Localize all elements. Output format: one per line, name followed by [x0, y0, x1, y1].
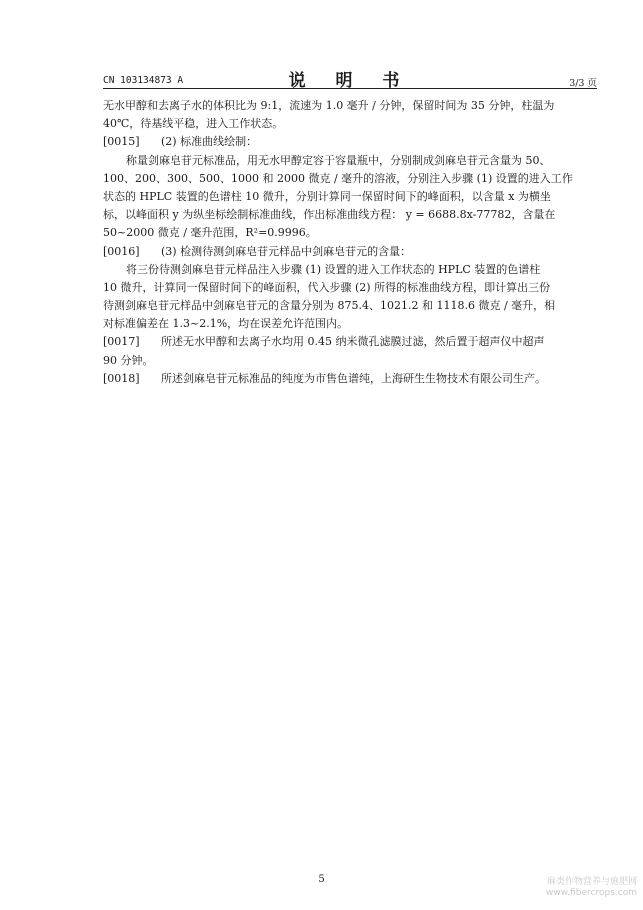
patent-number: CN 103134873 A	[103, 75, 184, 86]
text-line	[103, 279, 597, 297]
page-indicator: 3/3 页	[569, 78, 597, 89]
text-line	[103, 370, 597, 388]
line-text: 50~2000 微克 / 毫升范围，R²=0.9996。	[103, 226, 317, 240]
paragraph-number: [0016]	[103, 244, 140, 258]
line-text: 100、200、300、500、1000 和 2000 微克 / 毫升的溶液，分别注入步骤 (1) 设置的进入工作	[103, 171, 573, 185]
line-text: 将三份待测剑麻皂苷元样品注入步骤 (1) 设置的进入工作状态的 HPLC 装置的色谱柱	[126, 262, 541, 276]
paragraph-number: [0018]	[103, 371, 140, 385]
page-header	[103, 66, 597, 89]
text-line	[103, 297, 597, 315]
text-line	[103, 333, 597, 351]
text-line	[103, 206, 597, 224]
paragraph-number: [0017]	[103, 335, 140, 349]
text-line	[103, 170, 597, 188]
line-text: 所述剑麻皂苷元标准品的纯度为市售色谱纯，上海研生生物技术有限公司生产。	[161, 371, 546, 385]
text-line	[103, 188, 597, 206]
document-title: 说 明 书	[288, 71, 412, 91]
page-number: 5	[318, 874, 325, 885]
text-line	[103, 224, 597, 242]
line-text: 标，以峰面积 y 为纵坐标绘制标准曲线，作出标准曲线方程： y = 6688.8x-77782，含量在	[103, 208, 556, 222]
watermark-url: www.fibercrops.com	[546, 888, 637, 898]
document-body	[103, 97, 597, 388]
text-line	[103, 133, 597, 151]
text-line	[103, 97, 597, 115]
line-text: 40℃，待基线平稳，进入工作状态。	[103, 117, 284, 131]
line-text: 对标准偏差在 1.3~2.1%，均在误差允许范围内。	[103, 317, 349, 331]
line-text: 90 分钟。	[103, 353, 154, 367]
text-line	[103, 352, 597, 370]
site-watermark	[519, 877, 637, 899]
line-text: 10 微升，计算同一保留时间下的峰面积，代入步骤 (2) 所得的标准曲线方程，即计算出三份	[103, 280, 551, 294]
text-line	[103, 243, 597, 261]
line-text: 称量剑麻皂苷元标准品，用无水甲醇定容于容量瓶中，分别制成剑麻皂苷元含量为 50、	[126, 153, 551, 167]
text-line	[103, 152, 597, 170]
watermark-site-name: 麻类作物营养与施肥网	[546, 877, 637, 887]
line-text: 待测剑麻皂苷元样品中剑麻皂苷元的含量分别为 875.4、1021.2 和 1118.6 微克 / 毫升，相	[103, 299, 556, 313]
line-text: (2) 标准曲线绘制：	[161, 135, 258, 149]
text-line	[103, 115, 597, 133]
paragraph-number: [0015]	[103, 135, 140, 149]
line-text: (3) 检测待测剑麻皂苷元样品中剑麻皂苷元的含量：	[161, 244, 412, 258]
line-text: 状态的 HPLC 装置的色谱柱 10 微升，分别计算同一保留时间下的峰面积，以含量 x 为横坐	[103, 189, 551, 203]
text-line	[103, 315, 597, 333]
line-text: 所述无水甲醇和去离子水均用 0.45 纳米微孔滤膜过滤，然后置于超声仪中超声	[161, 335, 545, 349]
text-line	[103, 261, 597, 279]
line-text: 无水甲醇和去离子水的体积比为 9:1，流速为 1.0 毫升 / 分钟，保留时间为 35 分钟，柱温为	[103, 99, 555, 112]
